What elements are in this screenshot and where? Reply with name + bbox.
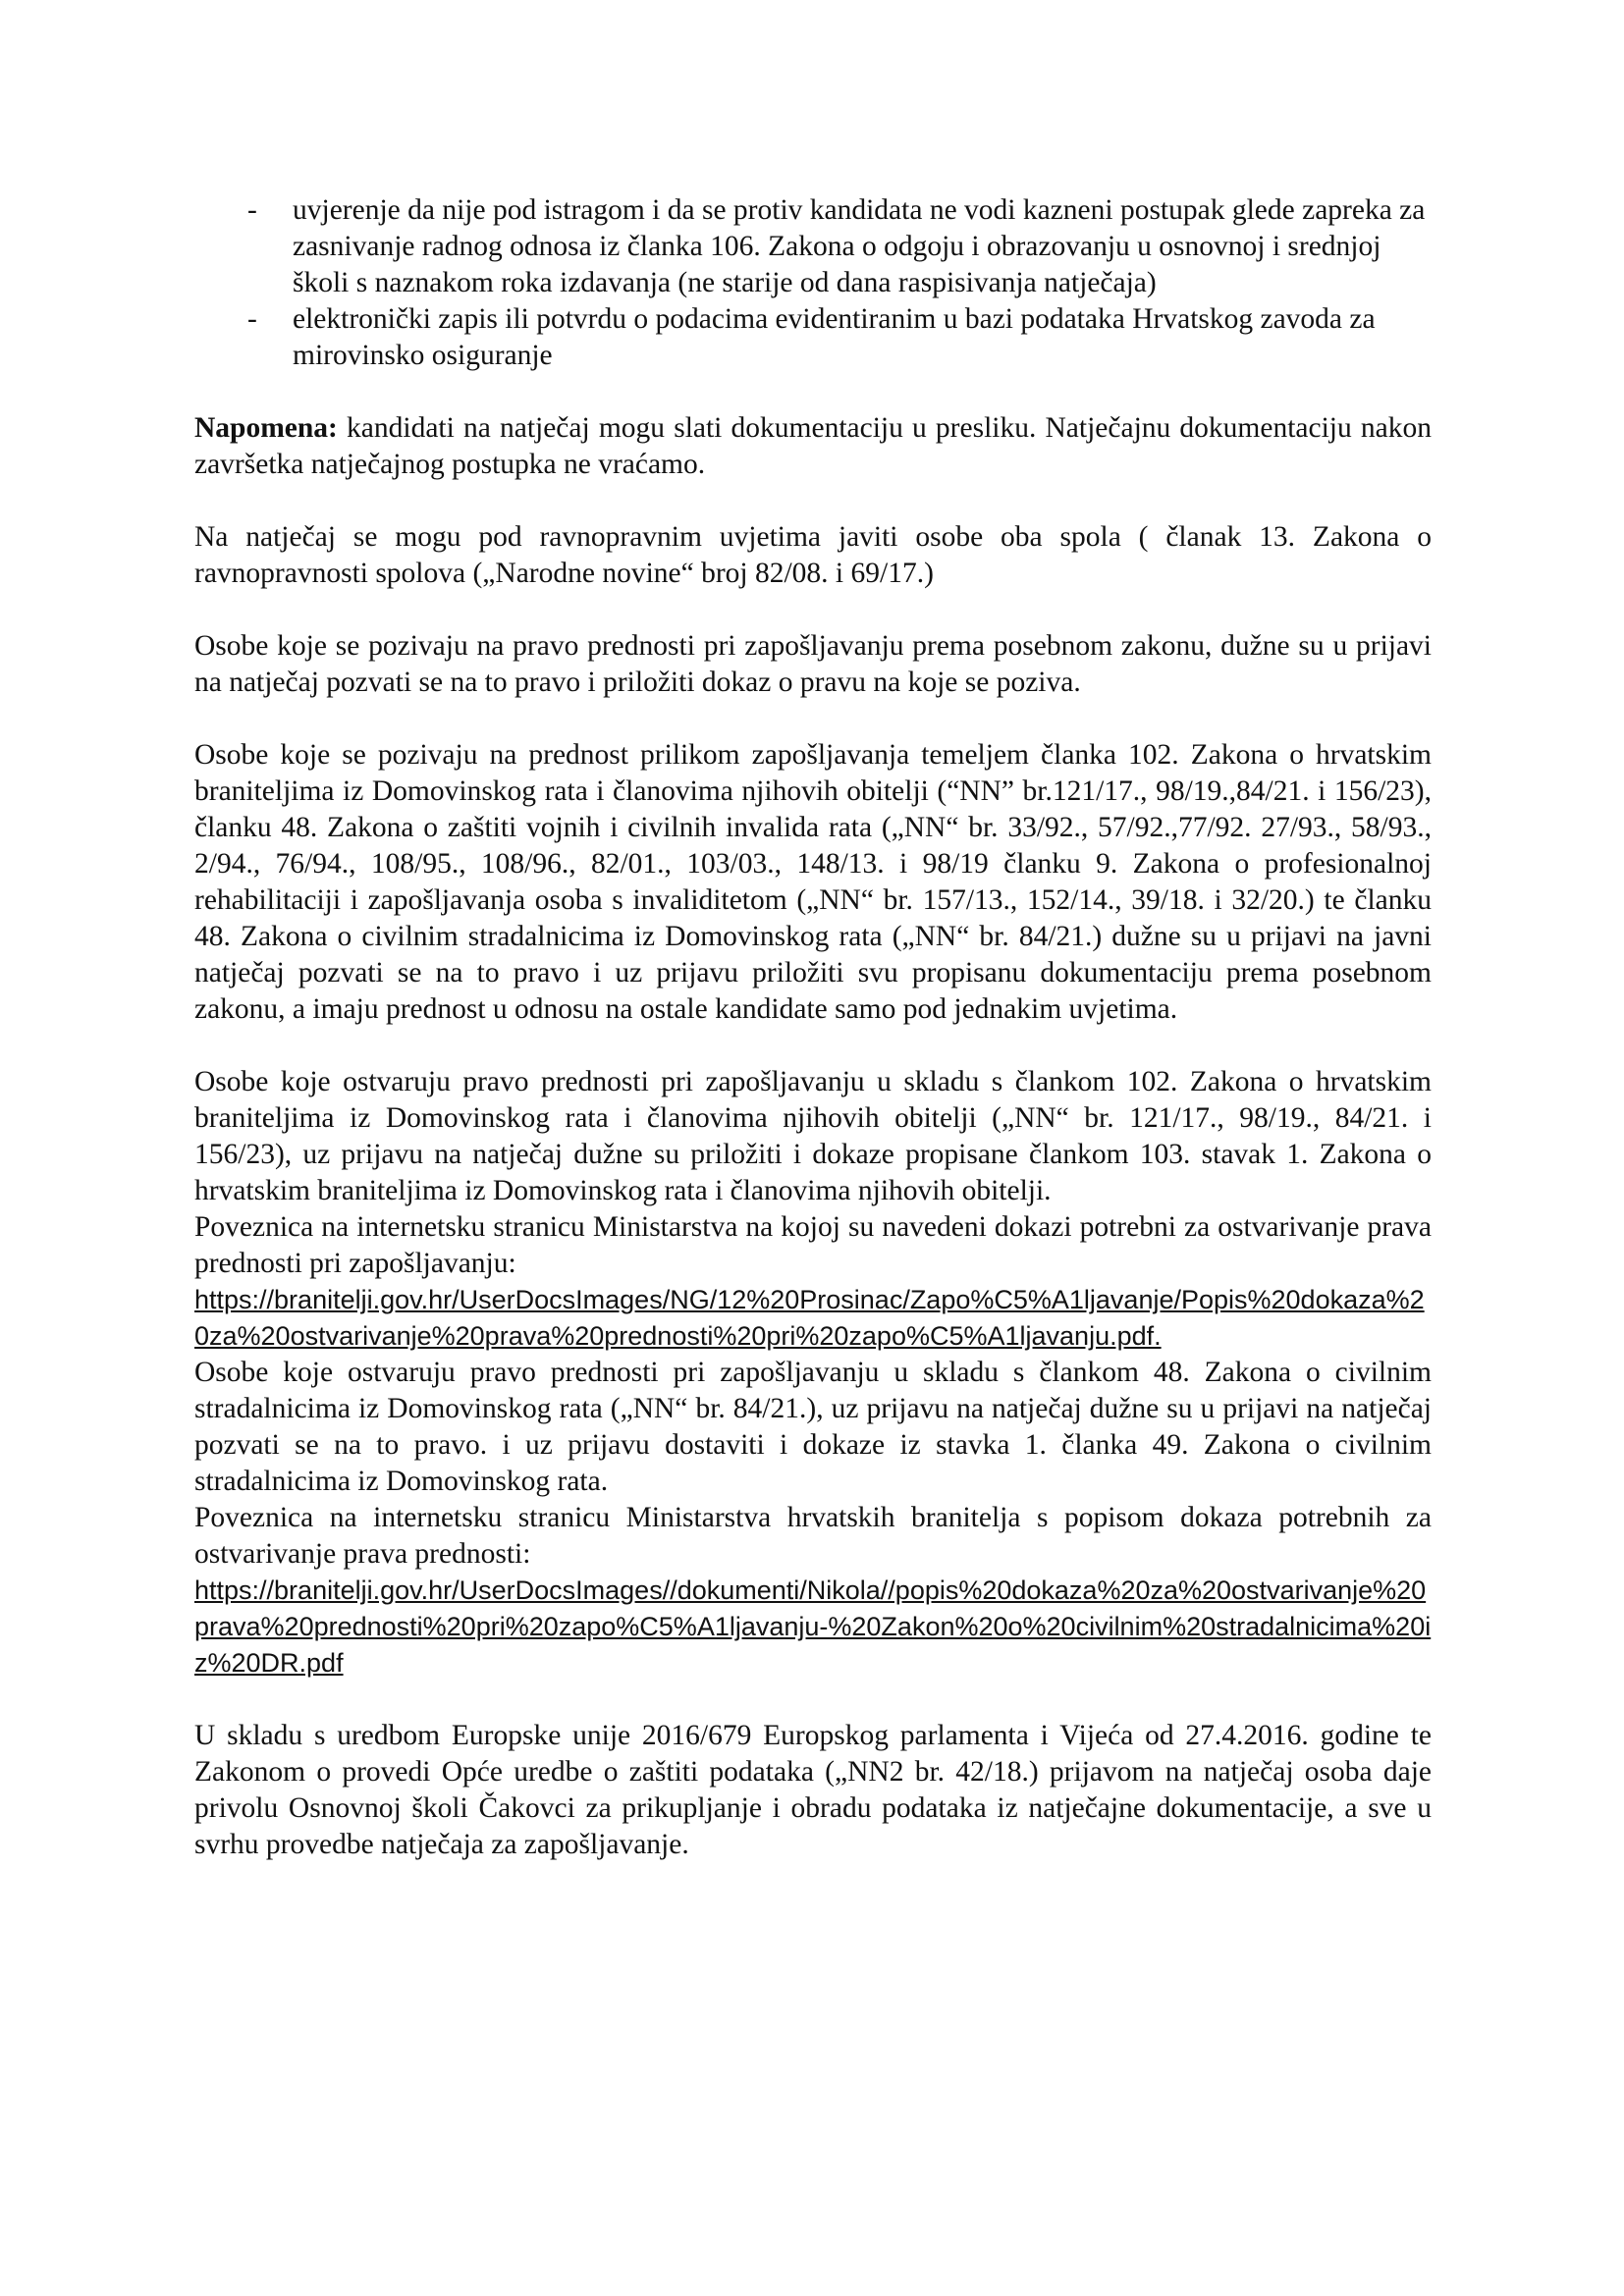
link2-intro: Poveznica na internetsku stranicu Ministarstva hrvatskih branitelja s popisom dokaza potrebnih za ostvarivanje prava prednosti: (194, 1502, 1432, 1570)
note-paragraph (194, 410, 1432, 483)
bullet-marker: - (247, 194, 257, 226)
document-page (194, 192, 1432, 1863)
list-item (194, 301, 1432, 374)
note-label: Napomena: (194, 412, 338, 444)
gdpr-paragraph: U skladu s uredbom Europske unije 2016/679 Europskog parlamenta i Vijeća od 27.4.2016. godine te Zakonom o provedi Opće uredbe o zaštiti podataka („NN2 br. 42/18.) prijavom na natječaj osoba daje privolu Osnovnoj školi Čakovci za prikupljanje i obradu podataka iz natječajne dokumentacije, a sve u svrhu provedbe natječaja za zapošljavanje. (194, 1720, 1432, 1860)
required-documents-list (194, 192, 1432, 374)
veterans-paragraph: Osobe koje se pozivaju na prednost prilikom zapošljavanja temeljem članka 102. Zakona o hrvatskim braniteljima iz Domovinskog rata i članovima njihovih obitelji (“NN” br.121/17., 98/19.,84/21. i 156/23), članku 48. Zakona o zaštiti vojnih i civilnih invalida rata („NN“ br. 33/92., 57/92.,77/92. 27/93., 58/93., 2/94., 76/94., 108/95., 108/96., 82/01., 103/03., 148/13. i 98/19 članku 9. Zakona o profesionalnoj rehabilitaciji i zapošljavanja osoba s invaliditetom („NN“ br. 157/13., 152/14., 39/18. i 32/20.) te članku 48. Zakona o civilnim stradalnicima iz Domovinskog rata („NN“ br. 84/21.) dužne su u prijavi na javni natječaj pozvati se na to pravo i uz prijavu priložiti svu propisanu dokumentaciju prema posebnom zakonu, a imaju prednost u odnosu na ostale kandidate samo pod jednakim uvjetima. (194, 739, 1432, 1025)
priority-paragraph: Osobe koje se pozivaju na pravo prednosti pri zapošljavanju prema posebnom zakonu, dužne su u prijavi na natječaj pozvati se na to pravo i priložiti dokaz o pravu na koje se poziva. (194, 630, 1432, 698)
list-item-text: uvjerenje da nije pod istragom i da se protiv kandidata ne vodi kazneni postupak glede zapreka za zasnivanje radnog odnosa iz članka 106. Zakona o odgoju i obrazovanju u osnovnoj i srednjoj školi s naznakom roka izdavanja (ne starije od dana raspisivanja natječaja) (293, 194, 1426, 298)
list-item (194, 192, 1432, 301)
article-102-paragraph: Osobe koje ostvaruju pravo prednosti pri zapošljavanju u skladu s člankom 102. Zakona o hrvatskim braniteljima iz Domovinskog rata i članovima njihovih obitelji („NN“ br. 121/17., 98/19., 84/21. i 156/23), uz prijavu na natječaj dužne su priložiti i dokaze propisane člankom 103. stavak 1. Zakona o hrvatskim braniteljima iz Domovinskog rata i članovima njihovih obitelji. (194, 1066, 1432, 1206)
article-48-paragraph: Osobe koje ostvaruju pravo prednosti pri zapošljavanju u skladu s člankom 48. Zakona o civilnim stradalnicima iz Domovinskog rata („NN“ br. 84/21.), uz prijavu na natječaj dužne su u prijavi na natječaj pozvati se na to pravo. i uz prijavu dostaviti i dokaze iz stavka 1. članka 49. Zakona o civilnim stradalnicima iz Domovinskog rata. (194, 1357, 1432, 1497)
list-item-text: elektronički zapis ili potvrdu o podacima evidentiranim u bazi podataka Hrvatskog zavoda za mirovinsko osiguranje (293, 303, 1376, 371)
civil-victims-evidence-link[interactable]: https://branitelji.gov.hr/UserDocsImages//dokumenti/Nikola//popis%20dokaza%20za%20ostvarivanje%20prava%20prednosti%20pri%20zapo%C5%A1ljavanju-%20Zakon%20o%20civilnim%20stradalnicima%20iz%20DR.pdf (194, 1575, 1432, 1678)
equality-paragraph: Na natječaj se mogu pod ravnopravnim uvjetima javiti osobe oba spola ( članak 13. Zakona o ravnopravnosti spolova („Narodne novine“ broj 82/08. i 69/17.) (194, 521, 1432, 589)
link1-intro: Poveznica na internetsku stranicu Ministarstva na kojoj su navedeni dokazi potrebni za ostvarivanje prava prednosti pri zapošljavanju: (194, 1211, 1432, 1279)
note-text: kandidati na natječaj mogu slati dokumentaciju u presliku. Natječajnu dokumentaciju nakon završetka natječajnog postupka ne vraćamo. (194, 412, 1433, 480)
ministry-evidence-link[interactable]: https://branitelji.gov.hr/UserDocsImages/NG/12%20Prosinac/Zapo%C5%A1ljavanje/Popis%20dokaza%20za%20ostvarivanje%20prava%20prednosti%20pri%20zapo%C5%A1ljavanju.pdf. (194, 1285, 1425, 1351)
bullet-marker: - (247, 303, 257, 335)
